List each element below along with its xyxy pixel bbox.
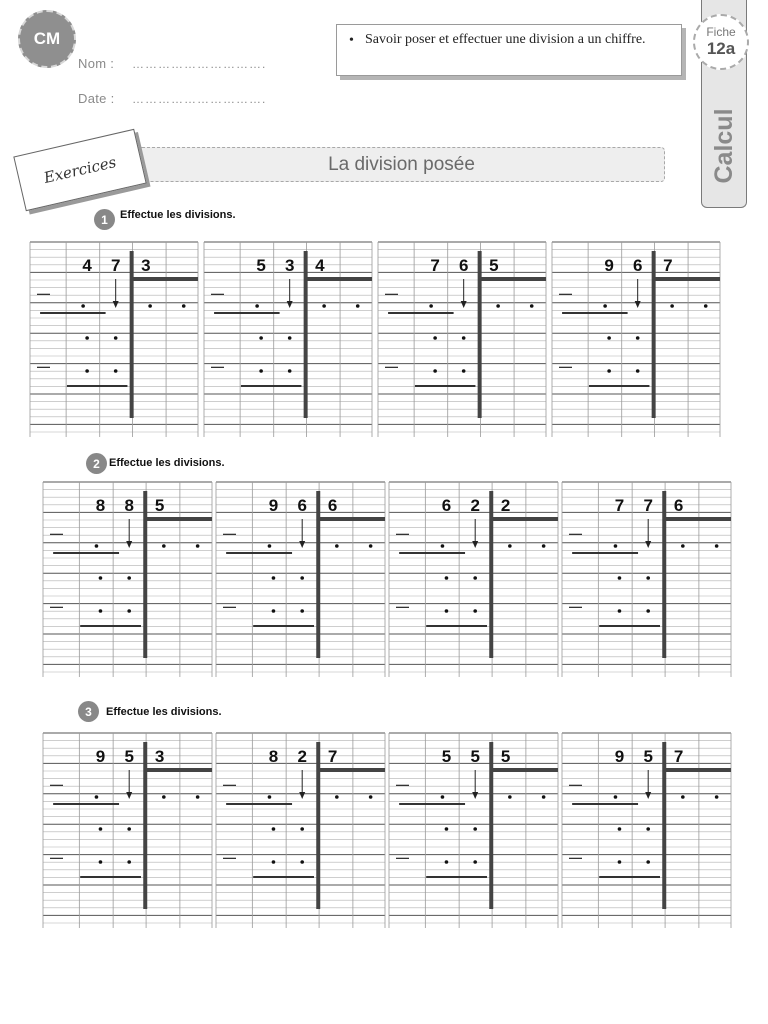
divisor-digit: 7 [673, 747, 684, 766]
dividend-digit: 5 [470, 747, 480, 766]
arrow-head-icon [126, 541, 132, 548]
minus-sign: — [396, 850, 410, 865]
digit-placeholder-dot [127, 827, 131, 831]
digit-placeholder-dot [162, 544, 166, 548]
digit-placeholder-dot [542, 795, 546, 799]
digit-placeholder-dot [300, 609, 304, 613]
arrow-head-icon [113, 301, 119, 308]
minus-sign: — [569, 526, 583, 541]
dividend-digit: 7 [110, 256, 121, 275]
digit-placeholder-dot [272, 827, 276, 831]
minus-sign: — [384, 359, 398, 374]
minus-sign: — [50, 526, 64, 541]
digit-placeholder-dot [433, 369, 437, 373]
dividend-digit: 5 [256, 256, 266, 275]
dividend-digit: 6 [458, 256, 469, 275]
digit-placeholder-dot [196, 544, 200, 548]
dividend-digit: 2 [470, 496, 480, 515]
digit-placeholder-dot [288, 369, 292, 373]
digit-placeholder-dot [607, 369, 611, 373]
minus-sign: — [223, 526, 237, 541]
digit-placeholder-dot [445, 576, 449, 580]
divisor-digit: 5 [154, 496, 165, 515]
digit-placeholder-dot [618, 860, 622, 864]
digit-placeholder-dot [272, 576, 276, 580]
digit-placeholder-dot [288, 336, 292, 340]
digit-placeholder-dot [646, 827, 650, 831]
exercises-label-card: Exercices [13, 129, 146, 211]
dividend-digit: 9 [604, 256, 614, 275]
exercise-instruction: Effectue les divisions. [106, 706, 222, 718]
digit-placeholder-dot [272, 609, 276, 613]
digit-placeholder-dot [99, 860, 103, 864]
divisor-digit: 6 [673, 496, 684, 515]
digit-placeholder-dot [127, 860, 131, 864]
dividend-digit: 9 [268, 496, 279, 515]
dividend-digit: 9 [614, 747, 625, 766]
minus-sign: — [396, 599, 410, 614]
digit-placeholder-dot [95, 795, 99, 799]
name-field[interactable]: …………………………. [132, 57, 267, 71]
digit-placeholder-dot [715, 795, 719, 799]
digit-placeholder-dot [681, 544, 685, 548]
minus-sign: — [558, 359, 572, 374]
digit-placeholder-dot [715, 544, 719, 548]
date-field[interactable]: …………………………. [132, 92, 267, 106]
minus-sign: — [569, 777, 583, 792]
divisor-digit: 5 [500, 747, 511, 766]
digit-placeholder-dot [335, 795, 339, 799]
digit-placeholder-dot [473, 860, 477, 864]
digit-placeholder-dot [114, 336, 118, 340]
digit-placeholder-dot [607, 336, 611, 340]
digit-placeholder-dot [508, 795, 512, 799]
arrow-head-icon [461, 301, 467, 308]
minus-sign: — [569, 850, 583, 865]
dividend-digit: 4 [82, 256, 92, 275]
digit-placeholder-dot [162, 795, 166, 799]
digit-placeholder-dot [322, 304, 326, 308]
digit-placeholder-dot [255, 304, 259, 308]
divisor-digit: 2 [500, 496, 511, 515]
digit-placeholder-dot [300, 827, 304, 831]
divisor-digit: 7 [663, 256, 673, 275]
digit-placeholder-dot [300, 576, 304, 580]
dividend-digit: 7 [643, 496, 653, 515]
digit-placeholder-dot [433, 336, 437, 340]
name-label: Nom : [78, 56, 115, 71]
digit-placeholder-dot [445, 827, 449, 831]
digit-placeholder-dot [268, 544, 272, 548]
dividend-digit: 5 [643, 747, 653, 766]
arrow-head-icon [126, 792, 132, 799]
digit-placeholder-dot [127, 576, 131, 580]
digit-placeholder-dot [99, 576, 103, 580]
digit-placeholder-dot [114, 369, 118, 373]
digit-placeholder-dot [618, 576, 622, 580]
exercise-instruction: Effectue les divisions. [120, 209, 236, 221]
digit-placeholder-dot [670, 304, 674, 308]
arrow-head-icon [472, 541, 478, 548]
digit-placeholder-dot [335, 544, 339, 548]
minus-sign: — [558, 286, 572, 301]
divisor-digit: 4 [315, 256, 325, 275]
fiche-word: Fiche [706, 25, 736, 39]
dividend-digit: 6 [297, 496, 307, 515]
digit-placeholder-dot [356, 304, 360, 308]
arrow-head-icon [645, 792, 651, 799]
divisor-digit: 7 [327, 747, 338, 766]
digit-placeholder-dot [636, 336, 640, 340]
digit-placeholder-dot [81, 304, 85, 308]
digit-placeholder-dot [429, 304, 433, 308]
dividend-digit: 6 [632, 256, 643, 275]
digit-placeholder-dot [182, 304, 186, 308]
minus-sign: — [50, 850, 64, 865]
digit-placeholder-dot [636, 369, 640, 373]
exercise-number-badge: 1 [94, 209, 115, 230]
digit-placeholder-dot [95, 544, 99, 548]
bullet-icon: • [349, 33, 354, 48]
divisor-digit: 3 [154, 747, 165, 766]
objective-text: Savoir poser et effectuer une division a un chiffre. [365, 32, 646, 47]
digit-placeholder-dot [473, 609, 477, 613]
digit-placeholder-dot [445, 609, 449, 613]
level-badge: CM [18, 10, 76, 68]
dividend-digit: 8 [124, 496, 134, 515]
minus-sign: — [36, 359, 50, 374]
dividend-digit: 6 [441, 496, 452, 515]
minus-sign: — [396, 777, 410, 792]
digit-placeholder-dot [462, 369, 466, 373]
date-label: Date : [78, 91, 115, 106]
arrow-head-icon [299, 541, 305, 548]
digit-placeholder-dot [99, 827, 103, 831]
dividend-digit: 9 [95, 747, 106, 766]
exercise-number-badge: 3 [78, 701, 99, 722]
exercise-number-badge: 2 [86, 453, 107, 474]
minus-sign: — [384, 286, 398, 301]
minus-sign: — [223, 777, 237, 792]
minus-sign: — [569, 599, 583, 614]
exercise-instruction: Effectue les divisions. [109, 457, 225, 469]
divisor-digit: 6 [327, 496, 338, 515]
dividend-digit: 8 [268, 747, 279, 766]
digit-placeholder-dot [259, 369, 263, 373]
digit-placeholder-dot [268, 795, 272, 799]
minus-sign: — [210, 286, 224, 301]
minus-sign: — [50, 777, 64, 792]
digit-placeholder-dot [603, 304, 607, 308]
digit-placeholder-dot [646, 609, 650, 613]
digit-placeholder-dot [473, 827, 477, 831]
minus-sign: — [396, 526, 410, 541]
digit-placeholder-dot [542, 544, 546, 548]
digit-placeholder-dot [614, 795, 618, 799]
minus-sign: — [223, 850, 237, 865]
digit-placeholder-dot [614, 544, 618, 548]
digit-placeholder-dot [508, 544, 512, 548]
dividend-digit: 2 [297, 747, 307, 766]
digit-placeholder-dot [530, 304, 534, 308]
arrow-head-icon [472, 792, 478, 799]
digit-placeholder-dot [646, 576, 650, 580]
arrow-head-icon [645, 541, 651, 548]
digit-placeholder-dot [646, 860, 650, 864]
digit-placeholder-dot [704, 304, 708, 308]
dividend-digit: 7 [430, 256, 440, 275]
digit-placeholder-dot [369, 544, 373, 548]
digit-placeholder-dot [462, 336, 466, 340]
arrow-head-icon [635, 301, 641, 308]
dividend-digit: 7 [614, 496, 625, 515]
fiche-number: 12a [706, 39, 736, 58]
digit-placeholder-dot [441, 544, 445, 548]
digit-placeholder-dot [369, 795, 373, 799]
digit-placeholder-dot [127, 609, 131, 613]
digit-placeholder-dot [148, 304, 152, 308]
minus-sign: — [210, 359, 224, 374]
dividend-digit: 5 [441, 747, 452, 766]
digit-placeholder-dot [618, 609, 622, 613]
minus-sign: — [36, 286, 50, 301]
digit-placeholder-dot [196, 795, 200, 799]
digit-placeholder-dot [272, 860, 276, 864]
dividend-digit: 8 [95, 496, 106, 515]
digit-placeholder-dot [473, 576, 477, 580]
dividend-digit: 3 [284, 256, 295, 275]
divisor-digit: 5 [489, 256, 499, 275]
digit-placeholder-dot [259, 336, 263, 340]
arrow-head-icon [299, 792, 305, 799]
digit-placeholder-dot [681, 795, 685, 799]
digit-placeholder-dot [99, 609, 103, 613]
digit-placeholder-dot [300, 860, 304, 864]
digit-placeholder-dot [85, 369, 89, 373]
digit-placeholder-dot [496, 304, 500, 308]
arrow-head-icon [287, 301, 293, 308]
dividend-digit: 5 [124, 747, 134, 766]
divisor-digit: 3 [141, 256, 151, 275]
subject-tab-label: Calcul [709, 108, 738, 184]
digit-placeholder-dot [441, 795, 445, 799]
digit-placeholder-dot [618, 827, 622, 831]
minus-sign: — [50, 599, 64, 614]
digit-placeholder-dot [85, 336, 89, 340]
page-title: La division posée [138, 147, 665, 182]
digit-placeholder-dot [445, 860, 449, 864]
minus-sign: — [223, 599, 237, 614]
